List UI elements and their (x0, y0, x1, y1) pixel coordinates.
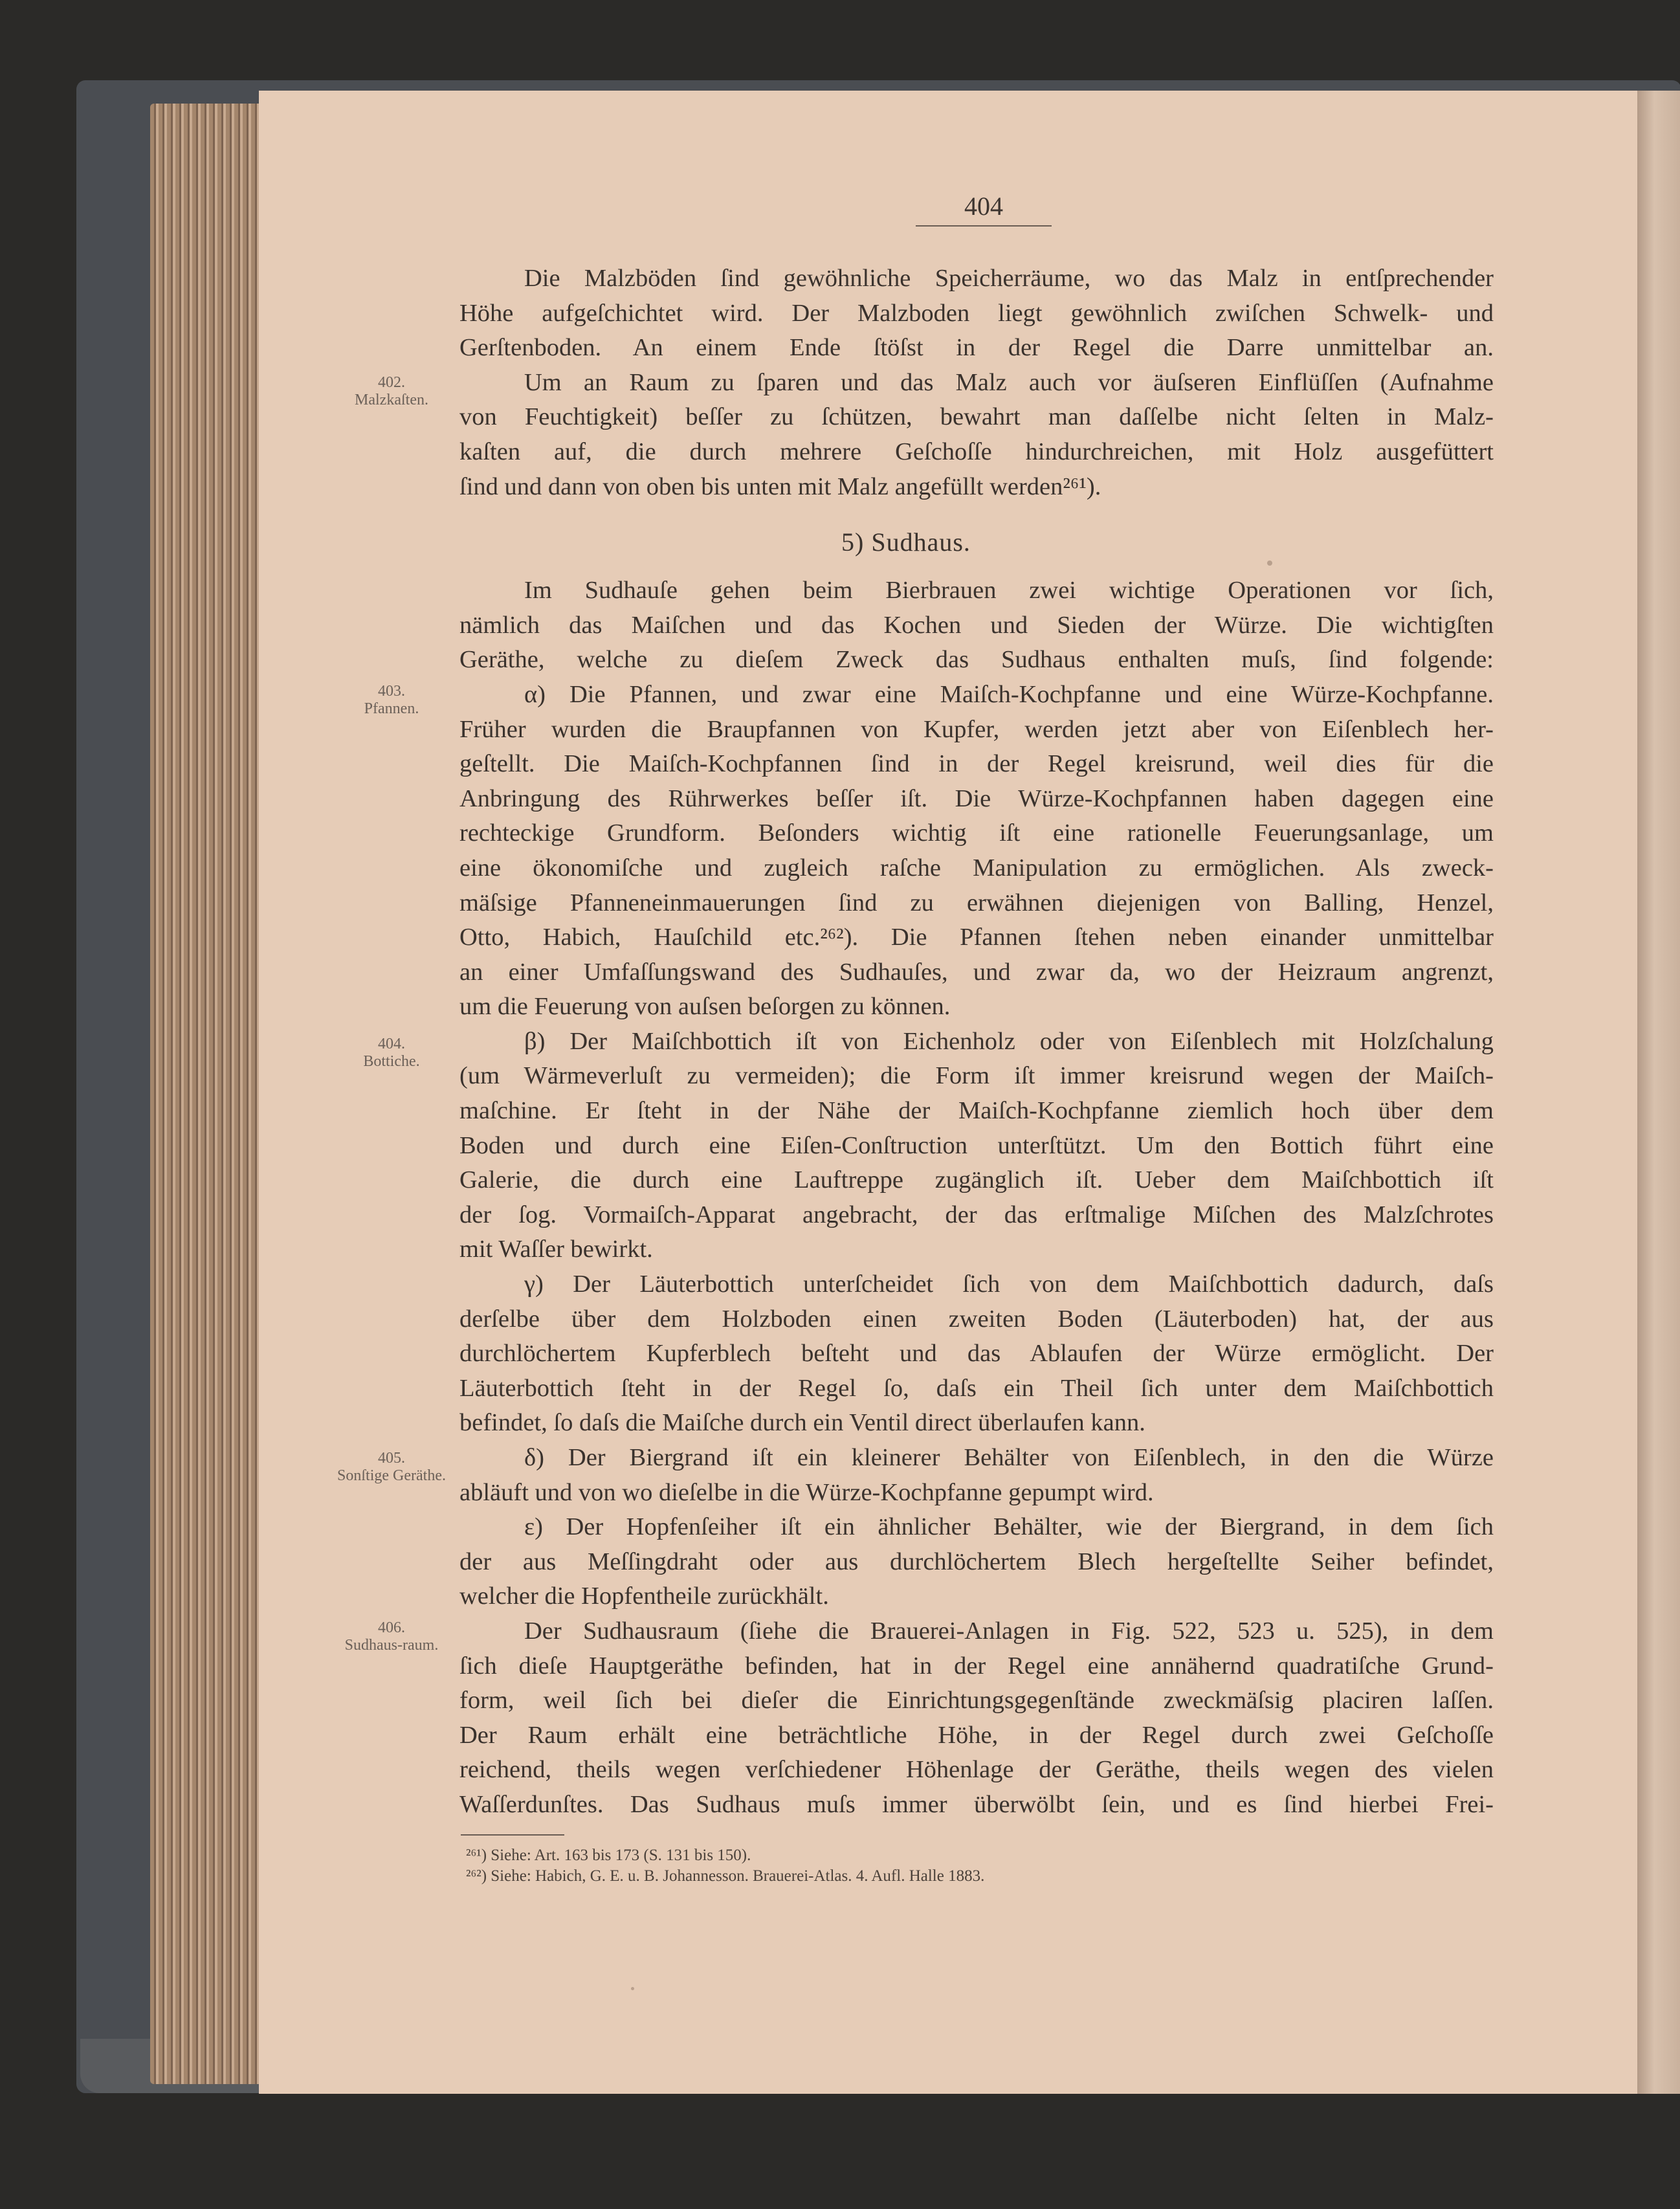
text-line: α) Die Pfannen, und zwar eine Maiſch-Kochpfanne und eine Würze-Kochpfanne. (524, 680, 1494, 708)
text-line: ε) Der Hopfenſeiher iſt ein ähnlicher Behälter, wie der Biergrand, in dem ſich (524, 1513, 1494, 1541)
margin-note-403 (330, 683, 453, 718)
margin-note-number: 406. (378, 1619, 405, 1636)
ink-spot (1267, 561, 1272, 566)
text-line: Die Malzböden ſind gewöhnliche Speicherräume, wo das Malz in entſprechender (524, 265, 1494, 292)
text-line: Der Sudhausraum (ſiehe die Brauerei-Anlagen in Fig. 522, 523 u. 525), in dem (524, 1617, 1494, 1645)
margin-note-label: Malzkaſten. (355, 392, 428, 408)
margin-note-label: Sudhaus-raum. (344, 1637, 439, 1654)
text-line: β) Der Maiſchbottich iſt von Eichenholz oder von Eiſenblech mit Holzſchalung (524, 1027, 1494, 1055)
text-line: welcher die Hopfentheile zurückhält. (459, 1582, 829, 1610)
margin-note-404 (330, 1036, 453, 1071)
footnote-261: ²⁶¹) Siehe: Art. 163 bis 173 (S. 131 bis 150). (466, 1847, 751, 1864)
margin-note-label: Sonſtige Geräthe. (337, 1467, 446, 1484)
text-line: nämlich das Maiſchen und das Kochen und Sieden der Würze. Die wichtigſten (459, 611, 1494, 639)
text-line: Boden und durch eine Eiſen-Conſtruction unterſtützt. Um den Bottich führt eine (459, 1131, 1494, 1159)
text-line: mäſsige Pfanneneinmauerungen ſind zu erwähnen diejenigen von Balling, Henzel, (459, 889, 1494, 916)
text-line: Früher wurden die Braupfannen von Kupfer, werden jetzt aber von Eiſenblech her- (459, 715, 1494, 743)
text-line: befindet, ſo daſs die Maiſche durch ein Ventil direct überlaufen kann. (459, 1409, 1145, 1437)
text-line: von Feuchtigkeit) beſſer zu ſchützen, bewahrt man daſſelbe nicht ſelten in Malz- (459, 403, 1494, 431)
text-line: der ſog. Vormaiſch-Apparat angebracht, der das erſtmalige Miſchen des Malzſchrotes (459, 1201, 1494, 1228)
text-line: Um an Raum zu ſparen und das Malz auch vor äuſseren Einflüſſen (Aufnahme (524, 368, 1494, 396)
text-line: ſind und dann von oben bis unten mit Malz angefüllt werden²⁶¹). (459, 472, 1101, 500)
text-line: um die Feuerung von auſsen beſorgen zu können. (459, 993, 951, 1021)
text-line: mit Waſſer bewirkt. (459, 1236, 653, 1263)
margin-note-number: 403. (378, 683, 405, 700)
margin-note-label: Pfannen. (364, 700, 419, 717)
text-line: maſchine. Er ſteht in der Nähe der Maiſch-Kochpfanne ziemlich hoch über dem (459, 1097, 1494, 1125)
text-line: reichend, theils wegen verſchiedener Höhenlage der Geräthe, theils wegen des vielen (459, 1756, 1494, 1784)
section-heading: 5) Sudhaus. (841, 527, 971, 557)
text-line: rechteckige Grundform. Beſonders wichtig iſt eine rationelle Feuerungsanlage, um (459, 819, 1494, 847)
ink-spot (631, 1987, 634, 1990)
heading-spacer (459, 504, 1494, 573)
text-line: Otto, Habich, Hauſchild etc.²⁶²). Die Pfannen ſtehen neben einander unmittelbar (459, 924, 1494, 951)
text-line: abläuft und von wo dieſelbe in die Würze-Kochpfanne gepumpt wird. (459, 1478, 1154, 1506)
margin-note-number: 404. (378, 1036, 405, 1052)
text-line: Gerſtenboden. An einem Ende ſtöſst in der Regel die Darre unmittelbar an. (459, 334, 1494, 362)
footnote-262: ²⁶²) Siehe: Habich, G. E. u. B. Johannesson. Brauerei-Atlas. 4. Aufl. Halle 1883. (466, 1867, 985, 1885)
text-line: derſelbe über dem Holzboden einen zweiten Boden (Läuterboden) hat, der aus (459, 1305, 1494, 1333)
text-line: kaſten auf, die durch mehrere Geſchoſſe hindurchreichen, mit Holz ausgefüttert (459, 438, 1494, 465)
text-line: Geräthe, welche zu dieſem Zweck das Sudhaus enthalten muſs, ſind folgende: (459, 646, 1494, 674)
margin-note-number: 405. (378, 1450, 405, 1467)
text-line: Im Sudhauſe gehen beim Bierbrauen zwei wichtige Operationen vor ſich, (524, 577, 1494, 605)
text-line: Galerie, die durch eine Lauftreppe zugänglich iſt. Ueber dem Maiſchbottich iſt (459, 1166, 1494, 1194)
page-number: 404 (916, 191, 1052, 227)
body-text (459, 261, 1494, 1823)
footnote-rule (461, 1834, 564, 1836)
text-line: δ) Der Biergrand iſt ein kleinerer Behälter von Eiſenblech, in den die Würze (524, 1444, 1494, 1471)
text-line: der aus Meſſingdraht oder aus durchlöchertem Blech hergeſtellte Seiher befindet, (459, 1548, 1494, 1575)
text-line: Anbringung des Rührwerkes beſſer iſt. Die Würze-Kochpfannen haben dagegen eine (459, 784, 1494, 812)
text-line: Läuterbottich ſteht in der Regel ſo, daſs ein Theil ſich unter dem Maiſchbottich (459, 1374, 1494, 1402)
margin-note-label: Bottiche. (363, 1053, 420, 1070)
text-line: Höhe aufgeſchichtet wird. Der Malzboden liegt gewöhnlich zwiſchen Schwelk- und (459, 299, 1494, 327)
text-line: γ) Der Läuterbottich unterſcheidet ſich von dem Maiſchbottich dadurch, daſs (524, 1271, 1494, 1298)
text-line: an einer Umfaſſungswand des Sudhauſes, und zwar da, wo der Heizraum angrenzt, (459, 958, 1494, 986)
text-line: Der Raum erhält eine beträchtliche Höhe, in der Regel durch zwei Geſchoſſe (459, 1721, 1494, 1749)
text-line: ſich dieſe Hauptgeräthe befinden, hat in der Regel eine annähernd quadratiſche Grund- (459, 1652, 1494, 1680)
margin-note-406 (343, 1619, 440, 1654)
text-line: form, weil ſich bei dieſer die Einrichtungsgegenſtände zweckmäſsig placiren laſſen. (459, 1687, 1494, 1715)
text-line: durchlöchertem Kupferblech beſteht und das Ablaufen der Würze ermöglicht. Der (459, 1340, 1494, 1368)
text-line: (um Wärmeverluſt zu vermeiden); die Form iſt immer kreisrund wegen der Maiſch- (459, 1062, 1494, 1090)
margin-note-405 (337, 1450, 447, 1485)
margin-note-number: 402. (378, 374, 405, 391)
text-line: eine ökonomiſche und zugleich raſche Manipulation zu ermöglichen. Als zweck- (459, 854, 1494, 882)
margin-note-402 (330, 374, 453, 409)
page-gutter (1637, 91, 1680, 2094)
text-line: geſtellt. Die Maiſch-Kochpfannen ſind in der Regel kreisrund, weil dies für die (459, 750, 1494, 778)
text-line: Waſſerdunſtes. Das Sudhaus muſs immer überwölbt ſein, und es ſind hierbei Frei- (459, 1790, 1494, 1818)
